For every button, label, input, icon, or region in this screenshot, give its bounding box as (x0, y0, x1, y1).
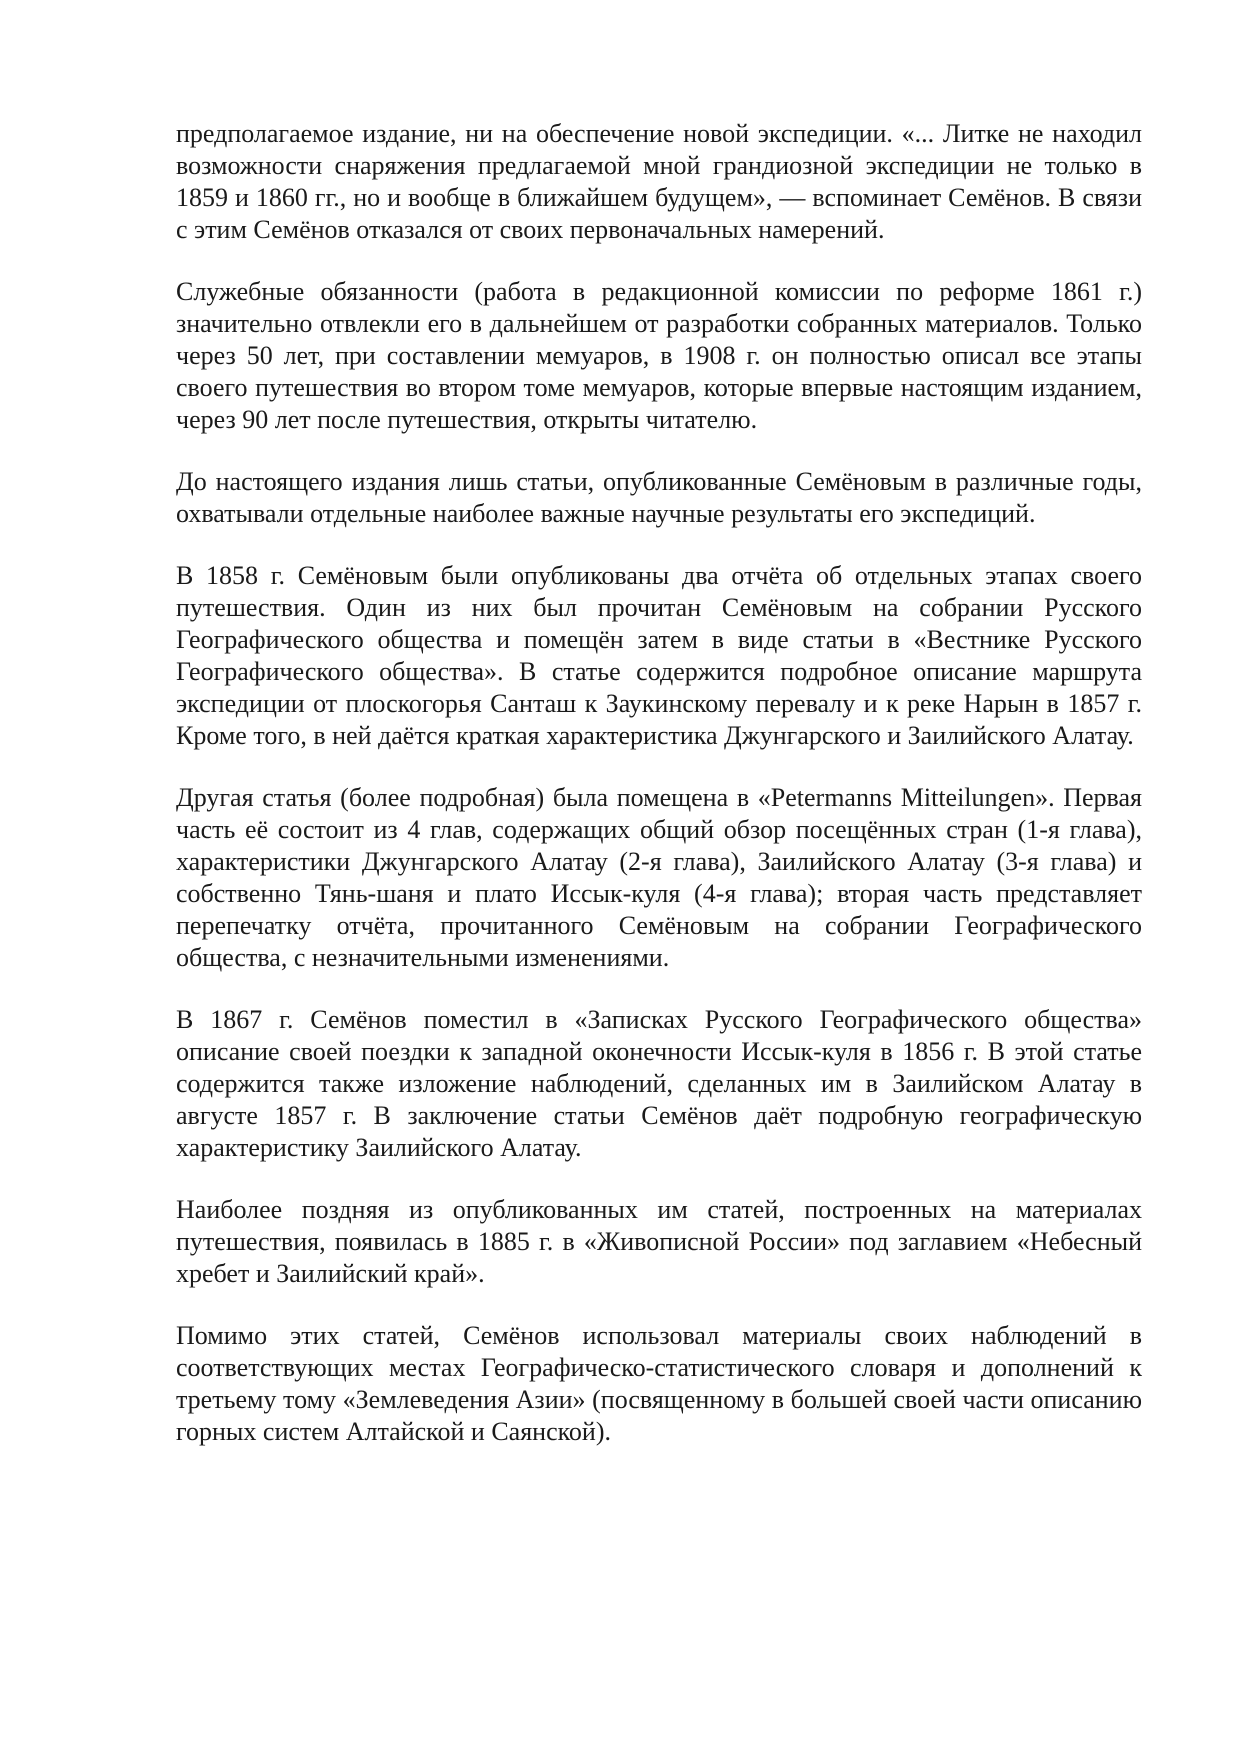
paragraph-4: В 1858 г. Семёновым были опубликованы два отчёта об отдельных этапах своего путешествия. Один из них был прочитан Семёновым на собрании Русского Географического общества и помещён затем в виде статьи в «Вестнике Русского Географического общества». В статье содержится подробное описание маршрута экспедиции от плоскогорья Санташ к Заукинскому перевалу и к реке Нарын в 1857 г. Кроме того, в ней даётся краткая характеристика Джунгарского и Заилийского Алатау. (176, 561, 1142, 750)
paragraph-2: Служебные обязанности (работа в редакционной комиссии по реформе 1861 г.) значительно отвлекли его в дальнейшем от разработки собранных материалов. Только через 50 лет, при составлении мемуаров, в 1908 г. он полностью описал все этапы своего путешествия во втором томе мемуаров, которые впервые настоящим изданием, через 90 лет после путешествия, открыты читателю. (176, 277, 1142, 434)
paragraph-5: Другая статья (более подробная) была помещена в «Petermanns Mitteilungen». Первая часть её состоит из 4 глав, содержащих общий обзор посещённых стран (1-я глава), характеристики Джунгарского Алатау (2-я глава), Заилийского Алатау (3-я глава) и собственно Тянь-шаня и плато Иссык-куля (4-я глава); вторая часть представляет перепечатку отчёта, прочитанного Семёновым на собрании Географического общества, с незначительными изменениями. (176, 783, 1142, 972)
paragraph-3: До настоящего издания лишь статьи, опубликованные Семёновым в различные годы, охватывали отдельные наиболее важные научные результаты его экспедиций. (176, 467, 1142, 528)
paragraph-7: Наиболее поздняя из опубликованных им статей, построенных на материалах путешествия, появилась в 1885 г. в «Живописной России» под заглавием «Небесный хребет и Заилийский край». (176, 1195, 1142, 1288)
paragraph-1: предполагаемое издание, ни на обеспечение новой экспедиции. «... Литке не находил возможности снаряжения предлагаемой мной грандиозной экспедиции не только в 1859 и 1860 гг., но и вообще в ближайшем будущем», — вспоминает Семёнов. В связи с этим Семёнов отказался от своих первоначальных намерений. (176, 119, 1142, 244)
paragraph-6: В 1867 г. Семёнов поместил в «Записках Русского Географического общества» описание своей поездки к западной оконечности Иссык-куля в 1856 г. В этой статье содержится также изложение наблюдений, сделанных им в Заилийском Алатау в августе 1857 г. В заключение статьи Семёнов даёт подробную географическую характеристику Заилийского Алатау. (176, 1005, 1142, 1162)
document-page (176, 118, 1142, 1448)
paragraph-8: Помимо этих статей, Семёнов использовал материалы своих наблюдений в соответствующих местах Географическо-статистического словаря и дополнений к третьему тому «Землеведения Азии» (посвященному в большей своей части описанию горных систем Алтайской и Саянской). (176, 1321, 1142, 1446)
